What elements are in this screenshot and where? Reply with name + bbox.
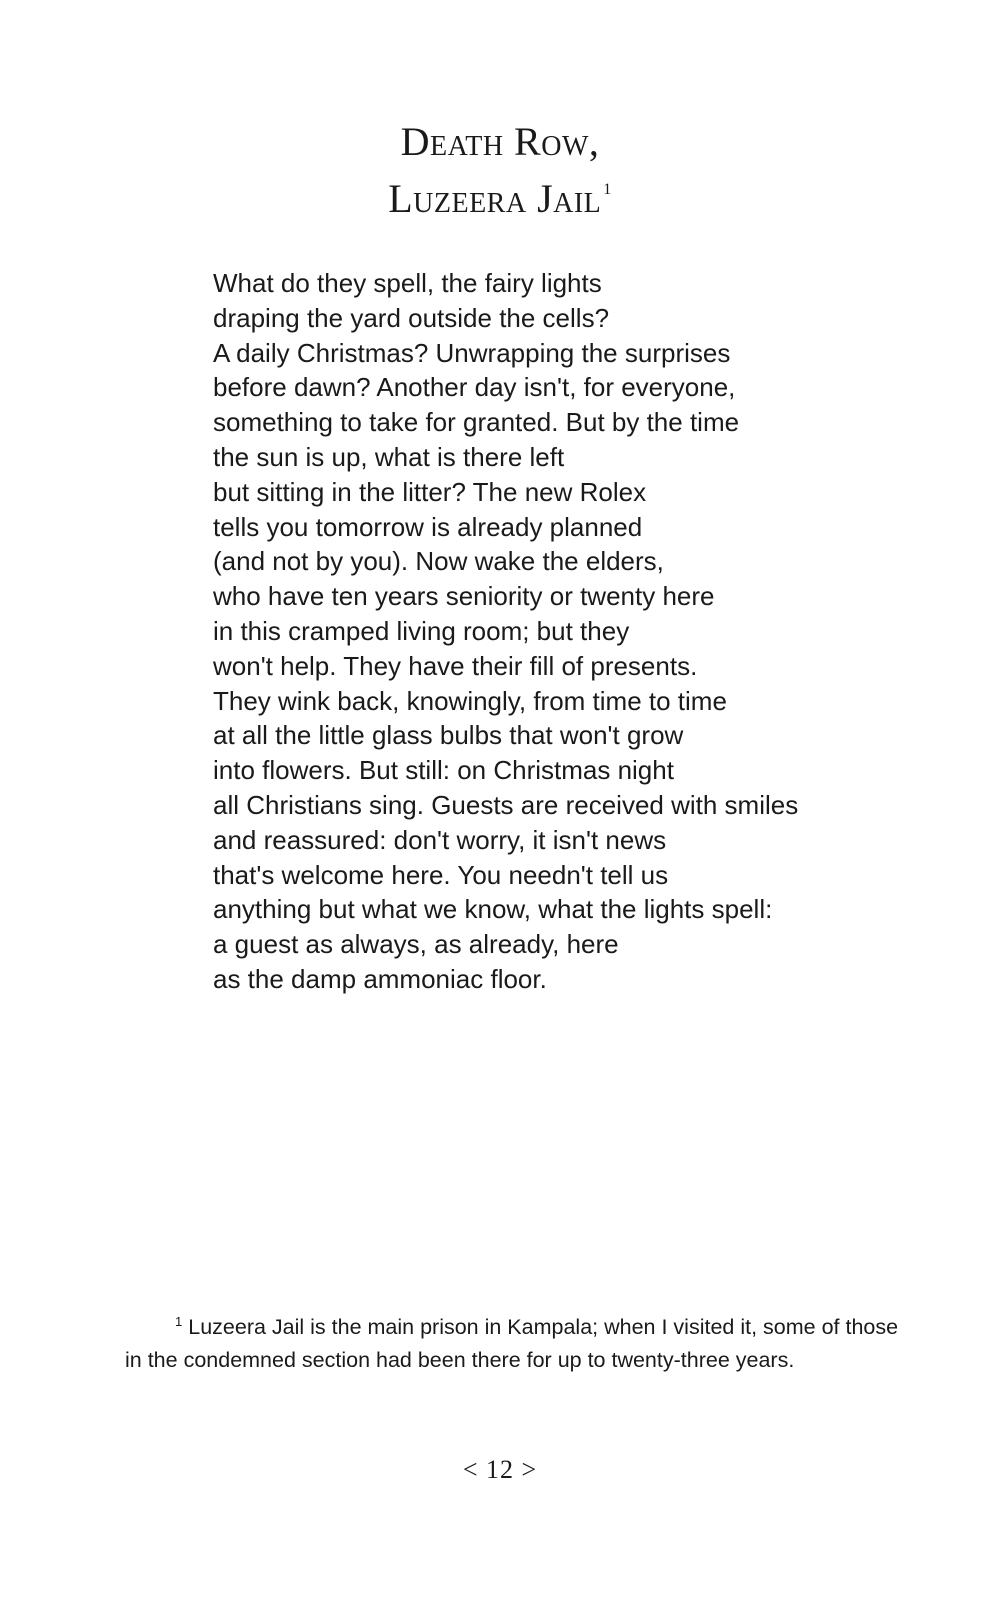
- page-number: < 12 >: [462, 1455, 538, 1484]
- poem-line: What do they spell, the fairy lights: [213, 268, 602, 298]
- poem-body: [213, 266, 933, 997]
- title-line-2-text: Luzeera Jail: [388, 176, 602, 221]
- poem-line: before dawn? Another day isn't, for everyone,: [213, 372, 736, 403]
- footnote-text: Luzeera Jail is the main prison in Kampala; when I visited it, some of those in the condemned section had been there for up to twenty-three years.: [125, 1315, 899, 1372]
- poem-line: the sun is up, what is there left: [213, 441, 565, 472]
- poem-line: They wink back, knowingly, from time to time: [213, 685, 727, 716]
- title-line-2: [0, 166, 1000, 223]
- poem-line: and reassured: don't worry, it isn't news: [213, 824, 667, 855]
- poem-line: into flowers. But still: on Christmas night: [213, 755, 674, 786]
- poem-title: [0, 118, 1000, 223]
- title-line-1: Death Row,: [400, 119, 600, 164]
- poem-line: tells you tomorrow is already planned: [213, 511, 643, 542]
- title-footnote-ref: 1: [603, 181, 612, 198]
- footnote-marker: 1: [175, 1314, 183, 1329]
- poem-line: something to take for granted. But by the time: [213, 407, 740, 438]
- poem-line: at all the little glass bulbs that won't grow: [213, 720, 684, 751]
- poem-line: as the damp ammoniac floor.: [213, 963, 547, 994]
- poem-line: but sitting in the litter? The new Rolex: [213, 476, 647, 507]
- poem-line: won't help. They have their fill of presents.: [213, 650, 698, 681]
- poem-line: draping the yard outside the cells?: [213, 302, 610, 333]
- poem-line: a guest as always, as already, here: [213, 929, 619, 960]
- poem-line: that's welcome here. You needn't tell us: [213, 859, 669, 890]
- poem-line: who have ten years seniority or twenty here: [213, 581, 715, 612]
- poem-line: all Christians sing. Guests are received with smiles: [213, 789, 799, 820]
- poem-line: anything but what we know, what the lights spell:: [213, 894, 773, 925]
- poem-line: A daily Christmas? Unwrapping the surprises: [213, 337, 731, 368]
- footnote: [125, 1306, 915, 1376]
- poem-line: (and not by you). Now wake the elders,: [213, 546, 664, 577]
- poem-line: in this cramped living room; but they: [213, 615, 630, 646]
